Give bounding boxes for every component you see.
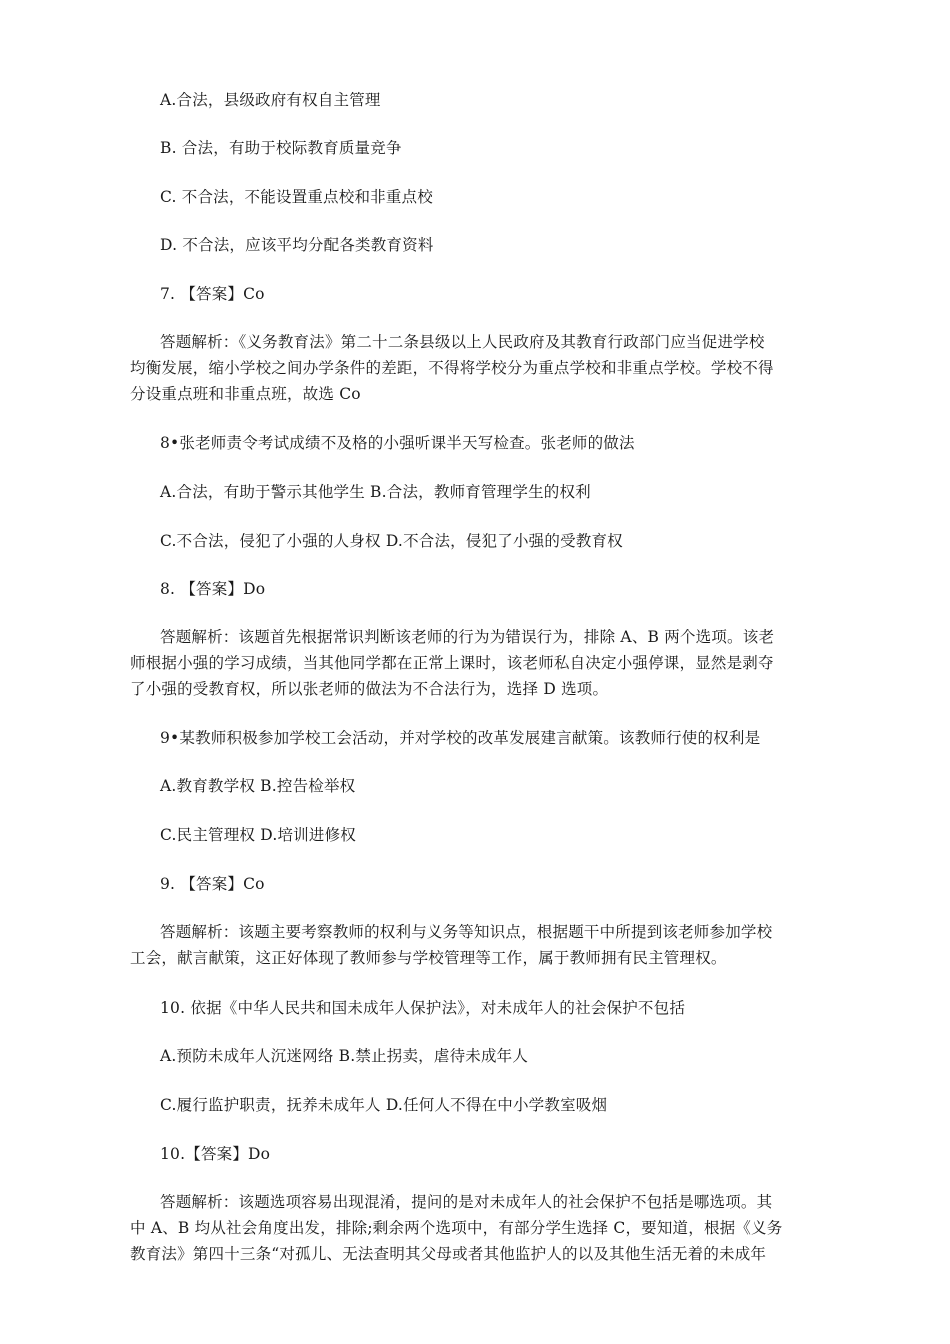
q9-question: 9•某教师积极参加学校工会活动，并对学校的改革发展建言献策。该教师行使的权利是 xyxy=(160,729,761,747)
q9-analysis-line: 工会，献言献策，这正好体现了教师参与学校管理等工作，属于教师拥有民主管理权。 xyxy=(130,949,727,967)
q10-analysis-line: 答题解析：该题选项容易出现混淆，提问的是对未成年人的社会保护不包括是哪选项。其 xyxy=(160,1193,773,1211)
q8-analysis-line: 答题解析：该题首先根据常识判断该老师的行为为错误行为，排除 A、B 两个选项。该老 xyxy=(160,628,775,646)
q10-analysis-line: 教育法》第四十三条“对孤儿、无法查明其父母或者其他监护人的以及其他生活无着的未成年 xyxy=(130,1245,767,1263)
q6-option-d: D. 不合法，应该平均分配各类教育资料 xyxy=(160,236,434,254)
q10-options-cd: C.履行监护职责，抚养未成年人 D.任何人不得在中小学教室吸烟 xyxy=(160,1096,608,1114)
q10-question: 10. 依据《中华人民共和国未成年人保护法》，对未成年人的社会保护不包括 xyxy=(160,999,686,1017)
q9-answer: 9. 【答案】Co xyxy=(160,875,265,893)
q7-analysis-line: 答题解析：《义务教育法》第二十二条县级以上人民政府及其教育行政部门应当促进学校 xyxy=(160,333,765,351)
q6-option-a: A.合法，县级政府有权自主管理 xyxy=(160,91,381,109)
q9-analysis-line: 答题解析：该题主要考察教师的权利与义务等知识点，根据题干中所提到该老师参加学校 xyxy=(160,923,773,941)
q8-analysis xyxy=(130,624,832,702)
q8-options-ab: A.合法，有助于警示其他学生 B.合法，教师育管理学生的权利 xyxy=(160,483,591,501)
q7-analysis-line: 分设重点班和非重点班，故选 Co xyxy=(130,385,361,403)
q10-analysis-line: 中 A、B 均从社会角度出发，排除;剩余两个选项中，有部分学生选择 C，要知道，根据《义务 xyxy=(130,1219,783,1237)
q9-analysis xyxy=(130,919,832,971)
q8-analysis-line: 了小强的受教育权，所以张老师的做法为不合法行为，选择 D 选项。 xyxy=(130,680,609,698)
q7-analysis xyxy=(130,329,832,407)
q8-answer: 8. 【答案】Do xyxy=(160,580,266,598)
q6-option-c: C. 不合法，不能设置重点校和非重点校 xyxy=(160,188,433,206)
q6-option-b: B. 合法，有助于校际教育质量竞争 xyxy=(160,139,402,157)
q7-analysis-line: 均衡发展，缩小学校之间办学条件的差距，不得将学校分为重点学校和非重点学校。学校不得 xyxy=(130,359,774,377)
q10-options-ab: A.预防未成年人沉迷网络 B.禁止拐卖，虐待未成年人 xyxy=(160,1047,529,1065)
q10-answer: 10.【答案】Do xyxy=(160,1145,271,1163)
q8-options-cd: C.不合法，侵犯了小强的人身权 D.不合法，侵犯了小强的受教育权 xyxy=(160,532,623,550)
q8-question: 8•张老师责令考试成绩不及格的小强听课半天写检查。张老师的做法 xyxy=(160,434,635,452)
q7-answer: 7. 【答案】Co xyxy=(160,285,265,303)
q9-options-ab: A.教育教学权 B.控告检举权 xyxy=(160,777,356,795)
q9-options-cd: C.民主管理权 D.培训进修权 xyxy=(160,826,356,844)
q8-analysis-line: 师根据小强的学习成绩，当其他同学都在正常上课时，该老师私自决定小强停课，显然是剥夺 xyxy=(130,654,774,672)
q10-analysis xyxy=(130,1189,832,1267)
